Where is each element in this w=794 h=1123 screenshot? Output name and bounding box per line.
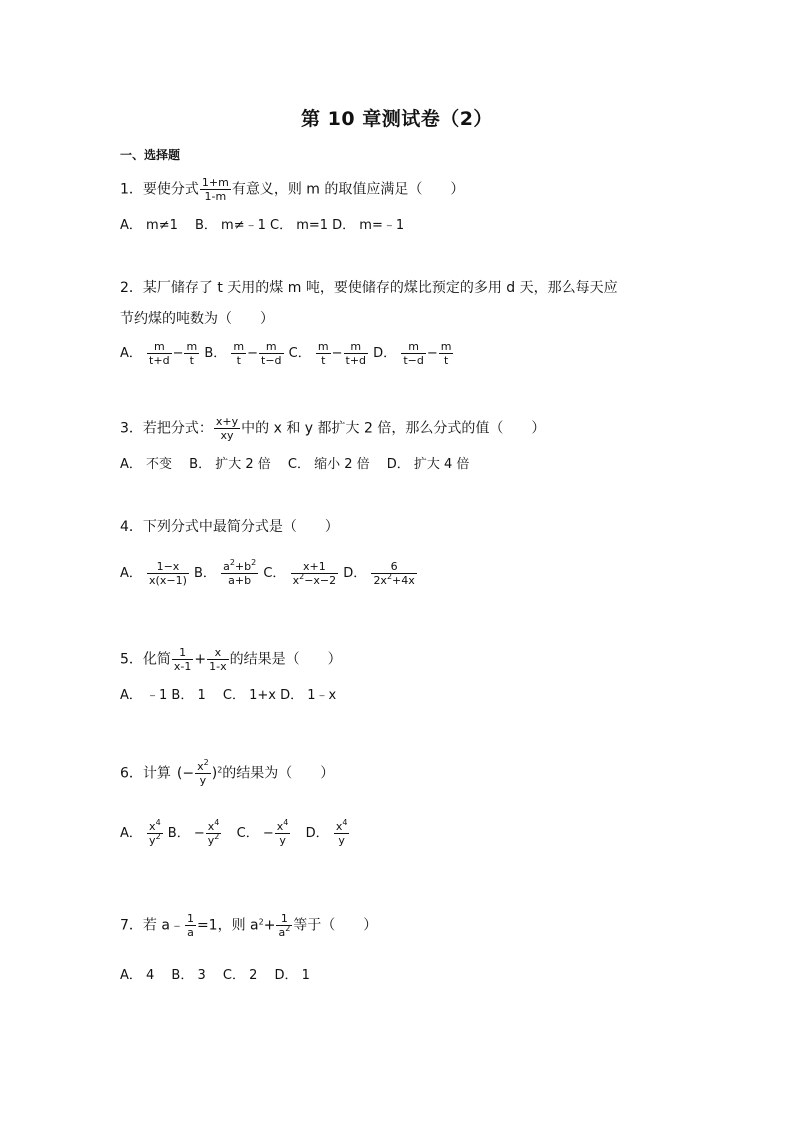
fraction [275, 820, 291, 847]
fraction [184, 340, 199, 367]
fraction [276, 912, 292, 939]
question-number: 1． [120, 181, 143, 198]
options-1: A． m≠1 B． m≠﹣1 C． m=1 D． m=﹣1 [120, 218, 405, 233]
options-5: A． ﹣1 B． 1 C． 1+x D． 1﹣x [120, 688, 337, 703]
fraction [401, 340, 426, 367]
num-base: x [335, 820, 343, 833]
den-rest: −x−2 [304, 574, 337, 587]
question-3 [120, 415, 545, 442]
fraction [147, 340, 172, 367]
numerator: m [317, 340, 329, 353]
num-base: x [197, 760, 204, 773]
option-label-d: D． [343, 566, 367, 581]
numerator: 1+m [201, 176, 229, 189]
question-7 [120, 912, 377, 939]
option-label-a: A． [120, 566, 142, 581]
question-1 [120, 176, 464, 203]
exponent: 2 [285, 924, 291, 933]
question-stem-post: 有意义，则 m 的取值应满足（ ） [231, 181, 465, 198]
option-label-c: C． [236, 826, 259, 841]
fraction [439, 340, 454, 367]
question-6 [120, 760, 334, 787]
denominator: a+b [228, 574, 252, 587]
question-stem-post: 的结果为（ ） [222, 765, 335, 782]
exponent: 2 [251, 558, 257, 567]
exponent: 4 [342, 818, 348, 827]
denominator: t−d [403, 354, 424, 367]
denominator [276, 926, 292, 939]
denominator [147, 834, 163, 847]
fraction [316, 340, 331, 367]
fraction [195, 760, 211, 787]
question-stem: 某厂储存了 t 天用的煤 m 吨，要使储存的煤比预定的多用 d 天，那么每天应 [142, 280, 618, 296]
denominator: y [199, 774, 207, 787]
question-stem-post: 等于（ ） [293, 917, 378, 934]
options-2: A． $\frac{m}{t+d}$ − $\frac{m}{t}$ B． $\frac{m}{t}$ − $\frac{m}{t-d}$ C． $\frac{m}{t}$ − $\frac{m}{t+d}$ D． $\frac{m}{t-d}$ − $\frac{m}{t}$ [120, 340, 452, 367]
denominator: t [189, 354, 194, 367]
fraction [259, 340, 284, 367]
options-4 [120, 560, 418, 587]
fraction [172, 646, 193, 673]
exponent: 2 [203, 758, 209, 767]
denominator: y [279, 834, 286, 847]
question-stem-pre: 要使分式 [142, 181, 199, 198]
fraction [221, 560, 258, 587]
option-label-a: A． [120, 826, 142, 841]
denominator: y [338, 834, 345, 847]
options-7: A． 4 B． 3 C． 2 D． 1 [120, 968, 310, 983]
den-base: y [207, 834, 215, 847]
numerator [221, 560, 258, 574]
question-number: 6． [120, 765, 143, 782]
exponent: 2 [155, 832, 161, 841]
options-6 [120, 820, 350, 847]
question-2-line-2: 节约煤的吨数为（ ） [120, 311, 274, 327]
fraction [291, 560, 339, 587]
fraction [231, 340, 246, 367]
numerator [334, 820, 350, 834]
close-paren: ) [211, 765, 218, 782]
question-stem-mid: =1，则 a [196, 917, 259, 934]
exponent: 4 [283, 818, 289, 827]
numerator: m [440, 340, 452, 353]
question-2-line-1 [120, 278, 618, 298]
exponent: 2 [258, 917, 264, 927]
denominator: t+d [149, 354, 170, 367]
denominator: t [443, 354, 449, 367]
option-label-b: B． [167, 826, 190, 841]
fraction [147, 560, 189, 587]
option-label-c: C． [263, 566, 286, 581]
plus-sign: + [263, 917, 276, 934]
denominator: t+d [345, 354, 367, 367]
numerator: m [233, 340, 245, 353]
question-stem-pre: 化简 [142, 651, 171, 668]
den-base: y [149, 834, 156, 847]
numerator: m [186, 340, 198, 353]
question-number: 7． [120, 917, 143, 934]
denominator [371, 574, 416, 587]
question-number: 3． [120, 420, 143, 437]
numerator: 1−x [147, 560, 189, 574]
question-stem-pre: 若把分式： [142, 420, 213, 437]
den-base: 2x [373, 574, 387, 587]
question-number: 4． [120, 519, 143, 535]
numerator: 1 [172, 646, 193, 660]
numerator: m [259, 340, 284, 354]
num-base: x [276, 820, 284, 833]
exponent: 4 [155, 818, 161, 827]
section-heading: 一、选择题 [120, 148, 181, 162]
question-4 [120, 517, 339, 537]
question-stem-post: 中的 x 和 y 都扩大 2 倍，那么分式的值（ ） [241, 420, 546, 437]
numerator [275, 820, 291, 834]
fraction [214, 415, 240, 442]
denominator: 1-m [204, 190, 227, 203]
plus-sign: + [194, 651, 207, 668]
numerator: 1 [276, 912, 292, 926]
option-label-d: D． [305, 826, 329, 841]
num-rest: +b [234, 560, 252, 573]
denominator: t [321, 354, 326, 367]
exponent: 2 [386, 572, 393, 581]
exponent: 2 [299, 572, 305, 581]
denominator [291, 574, 339, 587]
fraction [371, 560, 416, 587]
fraction [206, 820, 222, 847]
num-base: a [223, 560, 230, 573]
denominator [206, 834, 222, 847]
question-stem-pre: 若 a﹣ [142, 917, 184, 934]
exponent: 2 [229, 558, 235, 567]
fraction [344, 340, 369, 367]
denominator: 1-x [209, 660, 227, 673]
denominator: t−d [261, 354, 282, 367]
question-number: 5． [120, 651, 143, 668]
numerator: m [147, 340, 172, 354]
open-paren: (− [176, 765, 195, 782]
den-base: x [292, 574, 300, 587]
fraction [147, 820, 163, 847]
question-stem-post: 的结果是（ ） [229, 651, 342, 668]
denominator: x-1 [173, 660, 192, 673]
option-label-d: D． [373, 346, 397, 361]
option-label-b: B． [194, 566, 216, 581]
page-title: 第 10 章测试卷（2） [301, 108, 493, 130]
numerator: m [401, 340, 426, 354]
fraction [334, 820, 350, 847]
numerator: x [207, 646, 228, 660]
den-rest: +4x [392, 574, 415, 587]
fraction [185, 912, 196, 939]
options-3: A． 不变 B． 扩大 2 倍 C． 缩小 2 倍 D． 扩大 4 倍 [120, 457, 470, 472]
exponent: 2 [217, 765, 223, 775]
denominator: a [187, 926, 194, 939]
fraction [200, 176, 231, 203]
num-base: x [149, 820, 156, 833]
denominator: xy [220, 429, 234, 442]
den-base: a [278, 926, 286, 939]
question-stem-pre: 计算 [142, 765, 171, 782]
numerator: m [344, 340, 369, 354]
denominator: t [236, 354, 241, 367]
numerator: x+1 [291, 560, 339, 574]
option-label-a: A． [120, 346, 142, 361]
option-sign: − [193, 826, 205, 841]
option-label-c: C． [288, 346, 311, 361]
exponent: 2 [214, 832, 220, 841]
option-sign: − [262, 826, 274, 841]
question-stem: 下列分式中最简分式是（ ） [142, 519, 339, 535]
numerator: 1 [186, 912, 194, 925]
fraction [207, 646, 228, 673]
num-base: x [207, 820, 215, 833]
numerator: x+y [215, 415, 239, 428]
numerator: 6 [371, 560, 416, 574]
denominator: x(x−1) [149, 574, 187, 587]
question-number: 2． [120, 280, 143, 296]
question-5 [120, 646, 342, 673]
option-label-b: B． [204, 346, 227, 361]
numerator [195, 760, 211, 774]
exponent: 4 [214, 818, 220, 827]
